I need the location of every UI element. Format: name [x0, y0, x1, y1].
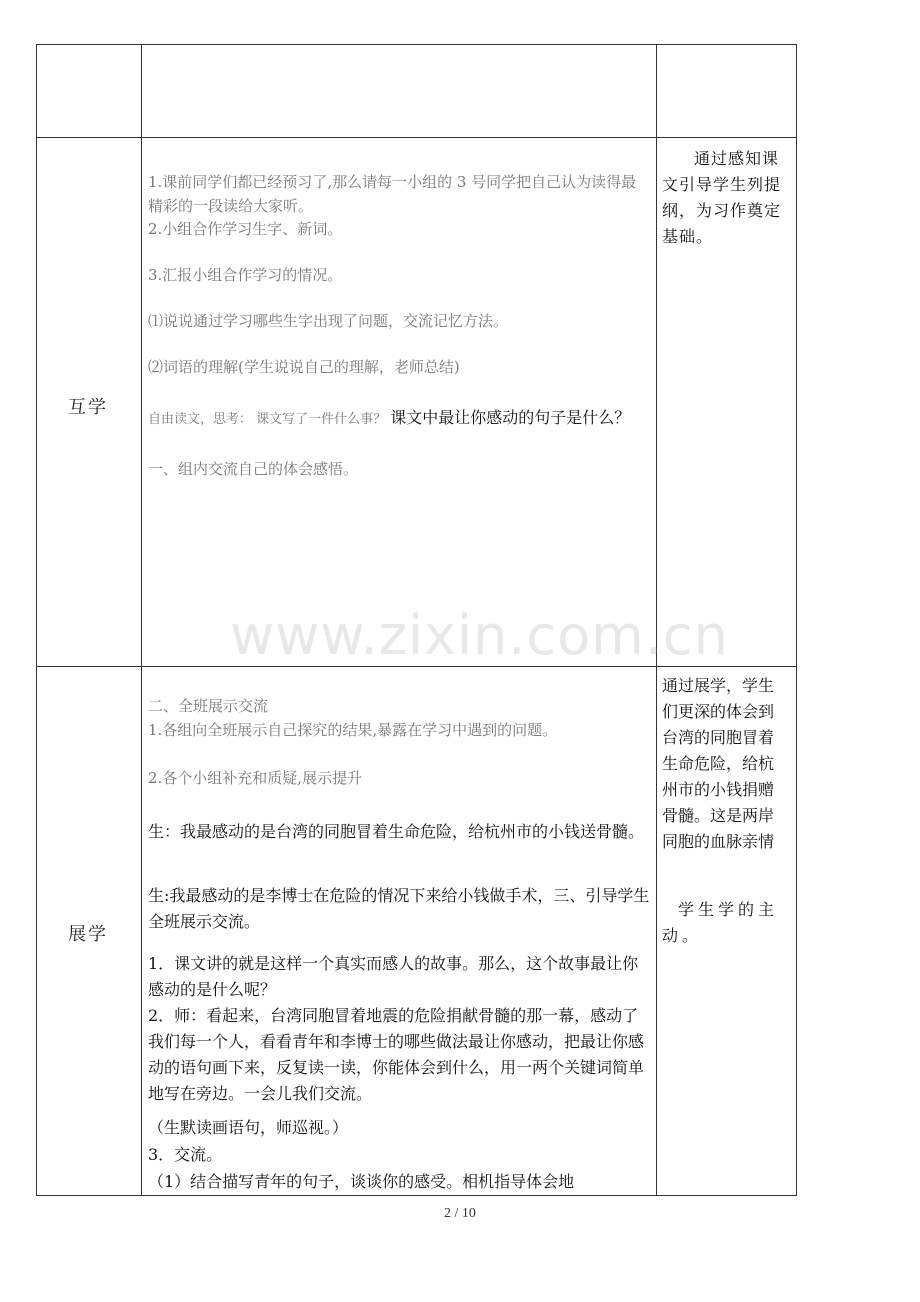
row-label-hu-xue: 互学	[68, 397, 108, 418]
table-row-divider	[36, 137, 797, 138]
hu-xue-note: 通过感知课文引导学生列提纲，为习作奠定基础。	[662, 149, 782, 246]
table-border-left	[36, 44, 37, 1196]
hu-xue-line-5: ⑵词语的理解(学生说说自己的理解，老师总结)	[148, 358, 460, 376]
hu-xue-line-4: ⑴说说通过学习哪些生字出现了问题，交流记忆方法。	[148, 312, 509, 330]
student-answer-1: 生：我最感动的是台湾的同胞冒着生命危险，给杭州市的小钱送骨髓。	[148, 822, 645, 841]
question-main: 课文中最让你感动的句子是什么？	[390, 408, 631, 427]
table-column-divider	[141, 44, 142, 1196]
zhan-xue-line-1: 二、全班展示交流	[148, 697, 269, 715]
page-number: 2 / 10	[444, 1206, 476, 1221]
table-border-bottom	[36, 1195, 797, 1196]
step-2-note: （生默读画语句，师巡视。）	[148, 1118, 349, 1137]
hu-xue-line-3: 3.汇报小组合作学习的情况。	[148, 266, 343, 284]
step-3: 3．交流。	[148, 1145, 223, 1164]
step-1: 1．课文讲的就是这样一个真实而感人的故事。那么，这个故事最让你感动的是什么呢？	[148, 954, 639, 999]
row-label-zhan-xue: 展学	[68, 924, 108, 945]
table-border-right	[796, 44, 797, 1196]
step-3-1: （1）结合描写青年的句子，谈谈你的感受。相机指导体会地	[148, 1172, 575, 1191]
zhan-xue-note: 通过展学，学生们更深的体会到台湾的同胞冒着生命危险，给杭州市的小钱捐赠骨髓。这是两岸同胞的血脉亲情	[662, 676, 775, 851]
question-prefix: 自由读文，思考： 课文写了一件什么事？	[148, 412, 391, 427]
hu-xue-question	[148, 405, 650, 433]
hu-xue-line-2: 2.小组合作学习生字、新词。	[148, 220, 343, 238]
hu-xue-line-1: 1.课前同学们都已经预习了,那么请每一小组的 3 号同学把自己认为读得最精彩的一段读给大家听。	[148, 173, 637, 215]
zhan-xue-note-2: 学生学的主动。	[662, 900, 779, 945]
student-answer-2: 生:我最感动的是李博士在危险的情况下来给小钱做手术，三、引导学生全班展示交流。	[148, 886, 650, 931]
hu-xue-exchange: 一、组内交流自己的体会感悟。	[148, 460, 359, 478]
step-2: 2．师：看起来，台湾同胞冒着地震的危险捐献骨髓的那一幕，感动了我们每一个人，看看青年和李博士的哪些做法最让你感动，把最让你感动的语句画下来，反复读一读，你能体会到什么，用一两个关键词简单地写在旁边。一会儿我们交流。	[148, 1006, 645, 1103]
table-border-top	[36, 44, 797, 45]
watermark: www.zixin.com.cn	[230, 604, 729, 667]
zhan-xue-line-2: 1.各组向全班展示自己探究的结果,暴露在学习中遇到的问题。	[148, 721, 558, 739]
zhan-xue-line-3: 2.各个小组补充和质疑,展示提升	[148, 769, 363, 787]
